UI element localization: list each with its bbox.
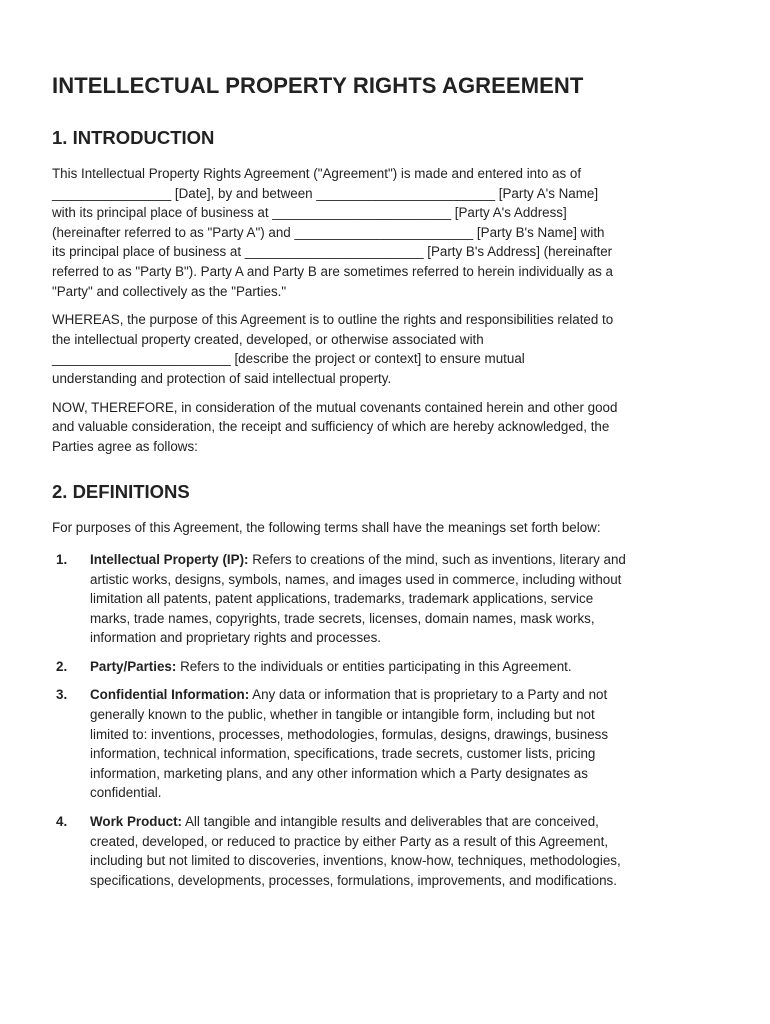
text-line: including but not limited to discoveries, inventions, know-how, techniques, methodologies, <box>90 853 621 869</box>
text-line: "Party" and collectively as the "Parties." <box>52 283 287 299</box>
document-title: INTELLECTUAL PROPERTY RIGHTS AGREEMENT <box>52 73 584 98</box>
definition-term: Intellectual Property (IP): <box>90 551 249 567</box>
definition-number: 3. <box>56 687 68 703</box>
definition-term: Party/Parties: <box>90 658 177 674</box>
text-line: Refers to creations of the mind, such as inventions, literary and <box>248 551 626 567</box>
intro-paragraph-therefore <box>52 398 722 457</box>
text-line: limited to: inventions, processes, methodologies, formulas, designs, drawings, business <box>90 726 609 742</box>
text-line: artistic works, designs, symbols, names, and images used in commerce, including without <box>90 571 622 587</box>
text-line: information, marketing plans, and any other information which a Party designates as <box>90 765 588 781</box>
definition-item-confidential-information <box>52 685 722 803</box>
text-line: the intellectual property created, developed, or otherwise associated with <box>52 331 484 347</box>
text-line: ________________ [Date], by and between ________________________ [Party A's Name] <box>52 185 599 201</box>
definition-term: Confidential Information: <box>90 687 250 703</box>
document-page <box>52 72 722 899</box>
section-heading-definitions: 2. DEFINITIONS <box>52 481 190 503</box>
text-line: information and proprietary rights and processes. <box>90 630 382 646</box>
text-line: WHEREAS, the purpose of this Agreement is to outline the rights and responsibilities related to <box>52 312 614 328</box>
text-line: Parties agree as follows: <box>52 438 198 454</box>
definition-term: Work Product: <box>90 814 183 830</box>
definition-number: 1. <box>56 551 68 567</box>
text-line: understanding and protection of said intellectual property. <box>52 370 392 386</box>
text-line: limitation all patents, patent applications, trademarks, trademark applications, service <box>90 591 594 607</box>
section-heading-introduction: 1. INTRODUCTION <box>52 127 215 148</box>
definition-item-parties <box>52 657 722 677</box>
text-line: information, technical information, specifications, trade secrets, customer lists, pricing <box>90 746 596 762</box>
intro-paragraph-parties <box>52 164 722 301</box>
intro-paragraph-whereas <box>52 310 722 388</box>
text-line: specifications, developments, processes, formulations, improvements, and modifications. <box>90 872 617 888</box>
definition-item-work-product <box>52 812 722 890</box>
text-line: confidential. <box>90 785 162 801</box>
text-line: ________________________ [describe the project or context] to ensure mutual <box>52 351 525 367</box>
text-line: with its principal place of business at ________________________ [Party A's Address] <box>52 205 567 221</box>
text-line: marks, trade names, copyrights, trade secrets, licenses, domain names, mask works, <box>90 610 595 626</box>
definitions-list <box>52 550 722 891</box>
text-line: All tangible and intangible results and deliverables that are conceived, <box>182 814 599 830</box>
text-line: Refers to the individuals or entities participating in this Agreement. <box>176 658 572 674</box>
text-line: (hereinafter referred to as "Party A") and ________________________ [Party B's Name] with <box>52 224 605 240</box>
text-line: Any data or information that is proprietary to a Party and not <box>249 687 608 703</box>
definitions-intro: For purposes of this Agreement, the following terms shall have the meanings set forth below: <box>52 520 601 536</box>
text-line: and valuable consideration, the receipt and sufficiency of which are hereby acknowledged, the <box>52 419 610 435</box>
text-line: its principal place of business at ________________________ [Party B's Address] (hereinafter <box>52 244 613 260</box>
text-line: referred to as "Party B"). Party A and Party B are sometimes referred to herein individually as a <box>52 263 614 279</box>
text-line: NOW, THEREFORE, in consideration of the mutual covenants contained herein and other good <box>52 399 618 415</box>
text-line: This Intellectual Property Rights Agreement ("Agreement") is made and entered into as of <box>52 166 582 181</box>
definition-number: 4. <box>56 814 68 830</box>
definition-number: 2. <box>56 658 68 674</box>
definition-item-ip <box>52 550 722 648</box>
text-line: generally known to the public, whether in tangible or intangible form, including but not <box>90 707 595 723</box>
text-line: created, developed, or reduced to practice by either Party as a result of this Agreement, <box>90 833 609 849</box>
